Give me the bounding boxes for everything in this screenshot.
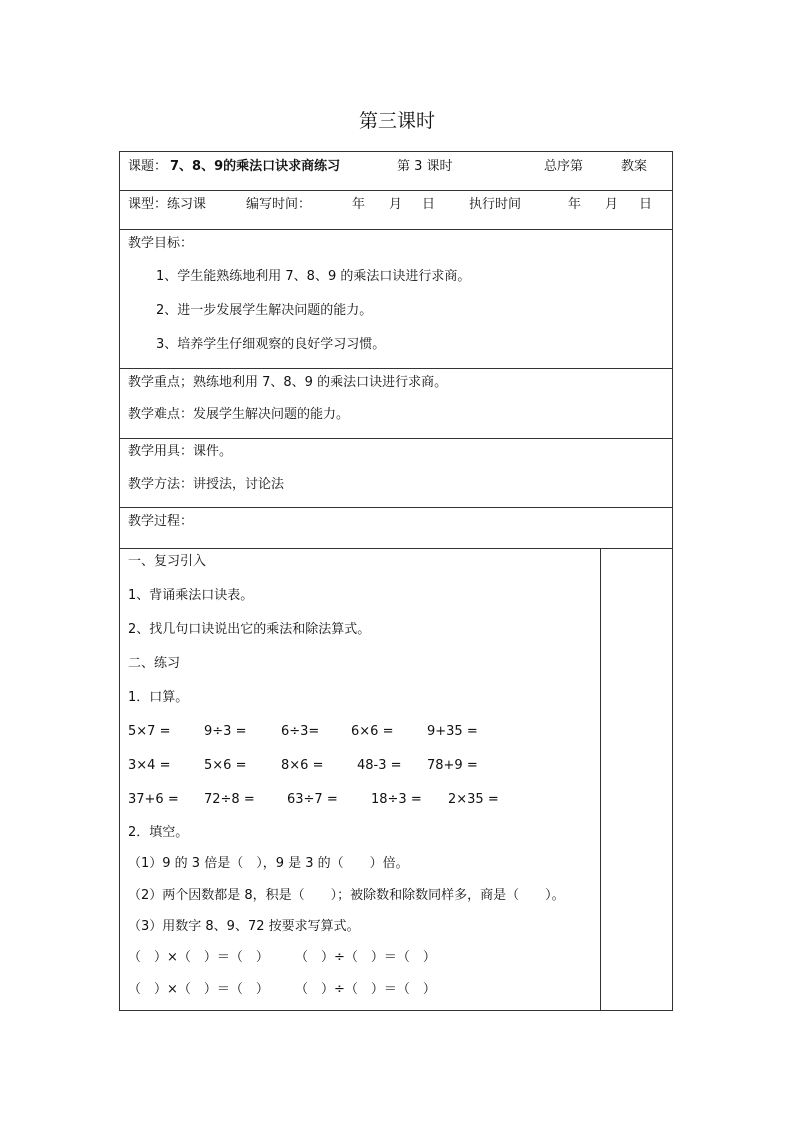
teaching-aids: 教学用具：课件。	[128, 444, 233, 459]
day-label: 日	[422, 197, 436, 212]
month-label: 月	[605, 197, 619, 212]
notes-column-divider	[600, 548, 601, 1011]
key-point: 教学重点；熟练地利用 7、8、9 的乘法口诀进行求商。	[128, 375, 448, 390]
oral-calc: 5×7 =	[128, 724, 171, 739]
row-divider	[120, 190, 672, 191]
review-item: 1、背诵乘法口诀表。	[128, 588, 254, 603]
topic-value: 7、8、9的乘法口诀求商练习	[170, 159, 341, 174]
page-title: 第三课时	[358, 110, 435, 132]
question-title: 2．填空。	[128, 825, 189, 840]
lesson-plan-table	[119, 151, 673, 1011]
oral-calc: 63÷7 =	[287, 792, 338, 807]
goals-label: 教学目标：	[128, 236, 194, 251]
serial-number: 总序第	[544, 159, 584, 174]
fill-item: （2）两个因数都是 8，积是（ ）；被除数和除数同样多，商是（ ）。	[128, 888, 565, 903]
exec-time-label: 执行时间	[469, 197, 522, 212]
oral-calc: 2×35 =	[448, 792, 499, 807]
process-label: 教学过程：	[128, 514, 194, 529]
year-label: 年	[352, 197, 366, 212]
oral-calc: 48-3 =	[357, 758, 402, 773]
section-title: 一、复习引入	[128, 554, 207, 569]
goal-item: 3、培养学生仔细观察的良好学习习惯。	[156, 337, 386, 352]
topic-label: 课题：	[128, 159, 168, 174]
oral-calc: 5×6 =	[204, 758, 247, 773]
oral-calc: 6÷3=	[281, 724, 320, 739]
review-item: 2、找几句口诀说出它的乘法和除法算式。	[128, 622, 371, 637]
formula-blank: （ ）×（ ）＝（ ）	[128, 982, 269, 997]
year-label: 年	[568, 197, 582, 212]
oral-calc: 78+9 =	[427, 758, 478, 773]
written-time-label: 编写时间：	[246, 197, 312, 212]
fill-item: （1）9 的 3 倍是（ ），9 是 3 的（ ）倍。	[128, 856, 409, 871]
question-title: 1．口算。	[128, 690, 189, 705]
plan-label: 教案	[621, 159, 648, 174]
oral-calc: 3×4 =	[128, 758, 171, 773]
day-label: 日	[639, 197, 653, 212]
row-divider	[120, 438, 672, 439]
lesson-number: 第 3 课时	[397, 159, 453, 174]
oral-calc: 8×6 =	[281, 758, 324, 773]
formula-blank: （ ）÷（ ）＝（ ）	[295, 950, 436, 965]
goal-item: 2、进一步发展学生解决问题的能力。	[156, 303, 373, 318]
row-divider	[120, 548, 672, 549]
oral-calc: 72÷8 =	[204, 792, 255, 807]
row-divider	[120, 368, 672, 369]
section-title: 二、练习	[128, 656, 181, 671]
oral-calc: 9÷3 =	[204, 724, 247, 739]
month-label: 月	[389, 197, 403, 212]
lesson-type: 课型：练习课	[128, 197, 207, 212]
goal-item: 1、学生能熟练地利用 7、8、9 的乘法口诀进行求商。	[156, 269, 471, 284]
oral-calc: 6×6 =	[351, 724, 394, 739]
fill-item: （3）用数字 8、9、72 按要求写算式。	[128, 919, 360, 934]
teaching-method: 教学方法：讲授法，讨论法	[128, 477, 285, 492]
formula-blank: （ ）×（ ）＝（ ）	[128, 950, 269, 965]
difficulty-point: 教学难点：发展学生解决问题的能力。	[128, 407, 350, 422]
oral-calc: 37+6 =	[128, 792, 179, 807]
row-divider	[120, 229, 672, 230]
oral-calc: 18÷3 =	[371, 792, 422, 807]
row-divider	[120, 507, 672, 508]
formula-blank: （ ）÷（ ）＝（ ）	[295, 982, 436, 997]
oral-calc: 9+35 =	[427, 724, 478, 739]
